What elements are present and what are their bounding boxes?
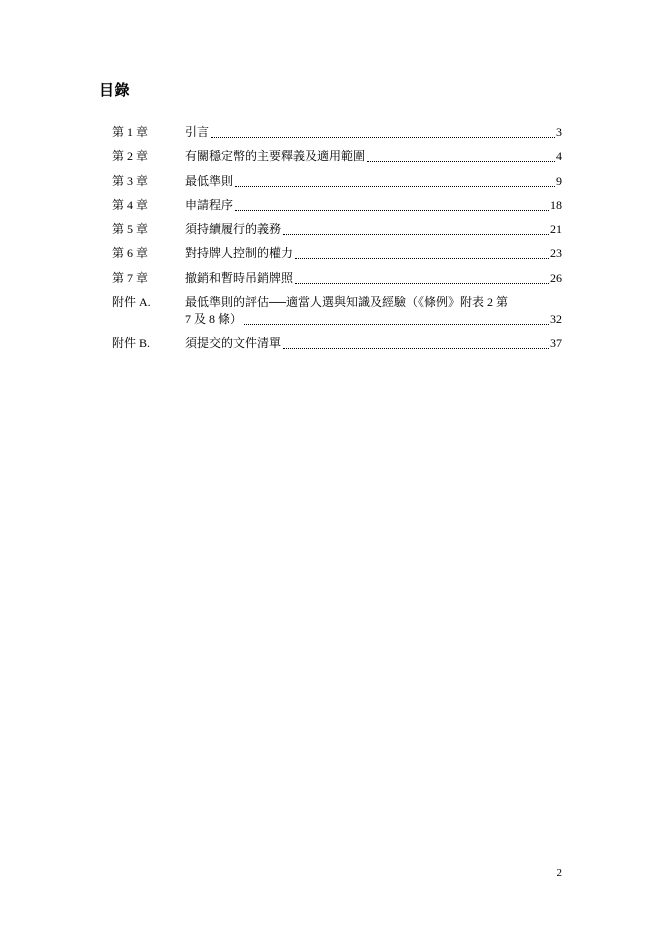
toc-entry-label: 第 6 章 <box>112 246 149 261</box>
toc-entry-label: 第 5 章 <box>112 222 149 237</box>
toc-entry-body <box>185 294 562 328</box>
toc-entry-line <box>185 245 562 262</box>
toc-entry-label: 附件 B. <box>112 336 151 351</box>
toc-entry-line <box>185 221 562 238</box>
toc-entry-body <box>185 270 562 287</box>
toc-entry-label: 第 2 章 <box>112 149 149 164</box>
toc-entry-label: 第 1 章 <box>112 125 149 139</box>
toc-entry-body <box>185 335 562 352</box>
toc-entry-chapter-1[interactable] <box>112 124 562 141</box>
dot-leader <box>295 248 549 259</box>
toc-entry-label: 第 7 章 <box>112 270 149 285</box>
toc-entry-line <box>185 270 562 287</box>
toc-entry-page: 32 <box>550 312 562 327</box>
toc-entry-page: 21 <box>550 222 562 237</box>
toc-entry-label: 附件 A. <box>112 295 151 310</box>
toc-entry-body <box>185 245 562 262</box>
dot-leader <box>211 127 555 138</box>
toc-entry-title: 引言 <box>185 125 210 139</box>
toc-entry-body <box>185 148 562 165</box>
toc-entry-chapter-5[interactable] <box>112 221 562 238</box>
dot-leader <box>295 273 549 284</box>
toc-entry-annex-b[interactable] <box>112 335 562 352</box>
toc-entry-line <box>185 311 562 328</box>
toc-entry-title: 申請程序 <box>185 197 234 212</box>
dot-leader <box>235 200 549 211</box>
toc-entry-line <box>185 197 562 214</box>
toc-entry-title-line-1: 最低準則的評估──適當人選與知識及經驗（《條例》附表 2 第 <box>185 295 509 310</box>
toc-entry-chapter-3[interactable] <box>112 173 562 190</box>
toc-heading: 目錄 <box>99 81 131 99</box>
toc-entry-title-line-2: 7 及 8 條） <box>185 312 243 327</box>
toc-entry-line <box>185 173 562 190</box>
toc-entry-label: 第 3 章 <box>112 173 149 188</box>
toc-entry-page: 26 <box>550 270 562 285</box>
toc-entry-line <box>185 124 562 141</box>
toc-entry-body <box>185 173 562 190</box>
toc-entry-page: 23 <box>550 246 562 261</box>
dot-leader <box>235 176 555 187</box>
toc-entry-title: 須提交的文件清單 <box>185 336 282 351</box>
toc-entry-page: 4 <box>556 149 562 164</box>
toc-entry-body <box>185 124 562 141</box>
dot-leader <box>283 224 549 235</box>
toc-entry-title: 最低準則 <box>185 173 234 188</box>
toc-entry-body <box>185 197 562 214</box>
toc-entry-title: 對持牌人控制的權力 <box>185 246 294 261</box>
page-number: 2 <box>556 867 562 879</box>
toc-entry-page: 9 <box>556 173 562 188</box>
toc-entry-page: 3 <box>556 125 562 139</box>
toc-entry-title: 有關穩定幣的主要釋義及適用範圍 <box>185 149 366 164</box>
toc-entry-chapter-4[interactable] <box>112 197 562 214</box>
toc-entry-line <box>185 148 562 165</box>
toc-entry-page: 18 <box>550 197 562 212</box>
toc-entry-title: 撤銷和暫時吊銷牌照 <box>185 270 294 285</box>
toc-entry-annex-a[interactable] <box>112 294 562 328</box>
toc-entry-line <box>185 335 562 352</box>
toc-entry-label: 第 4 章 <box>112 197 149 212</box>
dot-leader <box>283 338 549 349</box>
toc-entry-body <box>185 221 562 238</box>
toc-entry-chapter-2[interactable] <box>112 148 562 165</box>
toc-entry-title: 須持續履行的義務 <box>185 222 282 237</box>
toc-entry-page: 37 <box>550 336 562 351</box>
toc-entry-chapter-6[interactable] <box>112 245 562 262</box>
dot-leader <box>367 151 555 162</box>
table-of-contents <box>112 124 562 360</box>
toc-entry-chapter-7[interactable] <box>112 270 562 287</box>
dot-leader <box>244 314 549 325</box>
